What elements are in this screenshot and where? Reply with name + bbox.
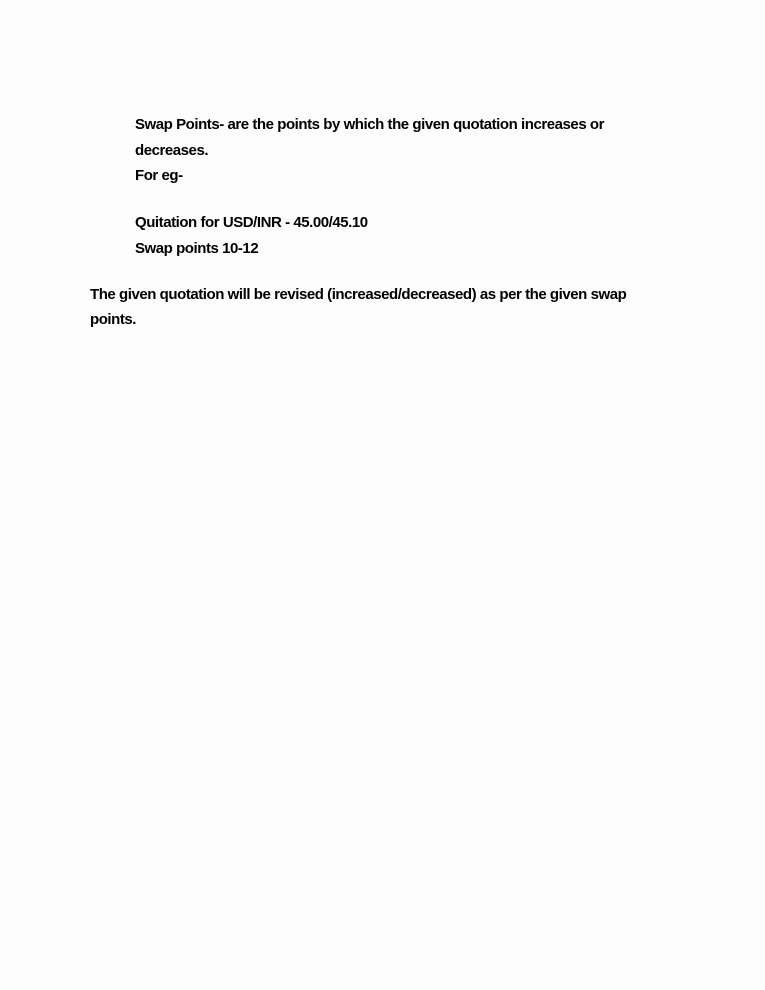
example-swap-points: Swap points 10-12	[135, 240, 259, 257]
definition-line-2: decreases.	[135, 142, 209, 159]
definition-line-1: Swap Points- are the points by which the given quotation increases or	[135, 116, 605, 133]
example-label: For eg-	[135, 167, 183, 184]
conclusion-line-2: points.	[90, 311, 137, 328]
example-quotation: Quitation for USD/INR - 45.00/45.10	[135, 214, 368, 231]
conclusion-line-1: The given quotation will be revised (increased/decreased) as per the given swap	[90, 286, 627, 303]
